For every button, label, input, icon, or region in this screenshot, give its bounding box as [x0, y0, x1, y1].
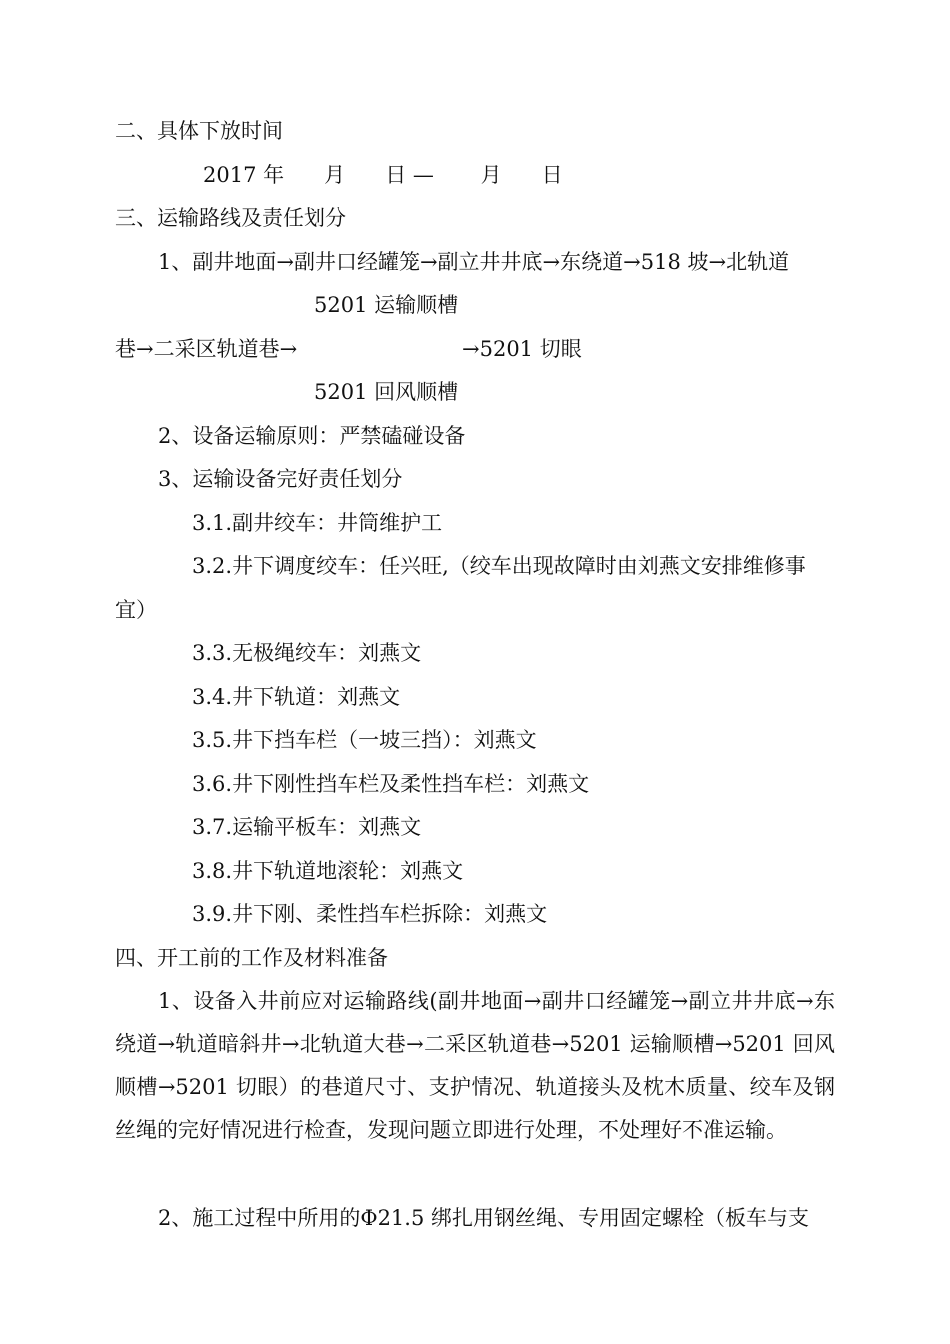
resp-3-5: 3.5.井下挡车栏（一坡三挡）：刘燕文 [192, 728, 537, 752]
resp-3-1: 3.1.副井绞车：井筒维护工 [192, 511, 443, 535]
route-line-1: 1、副井地面→副井口经罐笼→副立井井底→东绕道→518 坡→北轨道 [158, 250, 790, 274]
section-2-heading: 二、具体下放时间 [115, 119, 283, 143]
resp-3-7: 3.7.运输平板车：刘燕文 [192, 815, 422, 839]
item-2: 2、设备运输原则：严禁磕碰设备 [158, 424, 466, 448]
section-3-heading: 三、运输路线及责任划分 [115, 206, 346, 230]
resp-3-6: 3.6.井下刚性挡车栏及柔性挡车栏：刘燕文 [192, 772, 590, 796]
route-branch-bottom: 5201 回风顺槽 [314, 380, 459, 404]
route-line-2-end: →5201 切眼 [462, 337, 582, 361]
resp-3-4: 3.4.井下轨道：刘燕文 [192, 685, 401, 709]
resp-3-9: 3.9.井下刚、柔性挡车栏拆除：刘燕文 [192, 902, 548, 926]
route-branch-top: 5201 运输顺槽 [314, 293, 459, 317]
paragraph-4-2: 2、施工过程中所用的Φ21.5 绑扎用钢丝绳、专用固定螺栓（板车与支 [158, 1206, 810, 1230]
resp-3-8: 3.8.井下轨道地滚轮：刘燕文 [192, 859, 464, 883]
section-4-heading: 四、开工前的工作及材料准备 [115, 946, 388, 970]
resp-3-2: 3.2.井下调度绞车：任兴旺,（绞车出现故障时由刘燕文安排维修事 [192, 554, 806, 578]
route-line-2: 巷→二采区轨道巷→ [115, 337, 298, 361]
resp-3-2-cont: 宜） [115, 598, 157, 622]
paragraph-4-1: 1、设备入井前应对运输路线(副井地面→副井口经罐笼→副立井井底→东绕道→轨道暗斜井→北轨道大巷→二采区轨道巷→5201 运输顺槽→5201 回风顺槽→5201 切眼）的巷道尺寸、支护情况、轨道接头及枕木质量、绞车及钢丝绳的完好情况进行检查，发现问题立即进行处理，不处理好不准运输。 [115, 989, 835, 1142]
item-3: 3、运输设备完好责任划分 [158, 467, 403, 491]
date-line: 2017 年 月 日 — 月 日 [203, 163, 563, 187]
resp-3-3: 3.3.无极绳绞车：刘燕文 [192, 641, 422, 665]
